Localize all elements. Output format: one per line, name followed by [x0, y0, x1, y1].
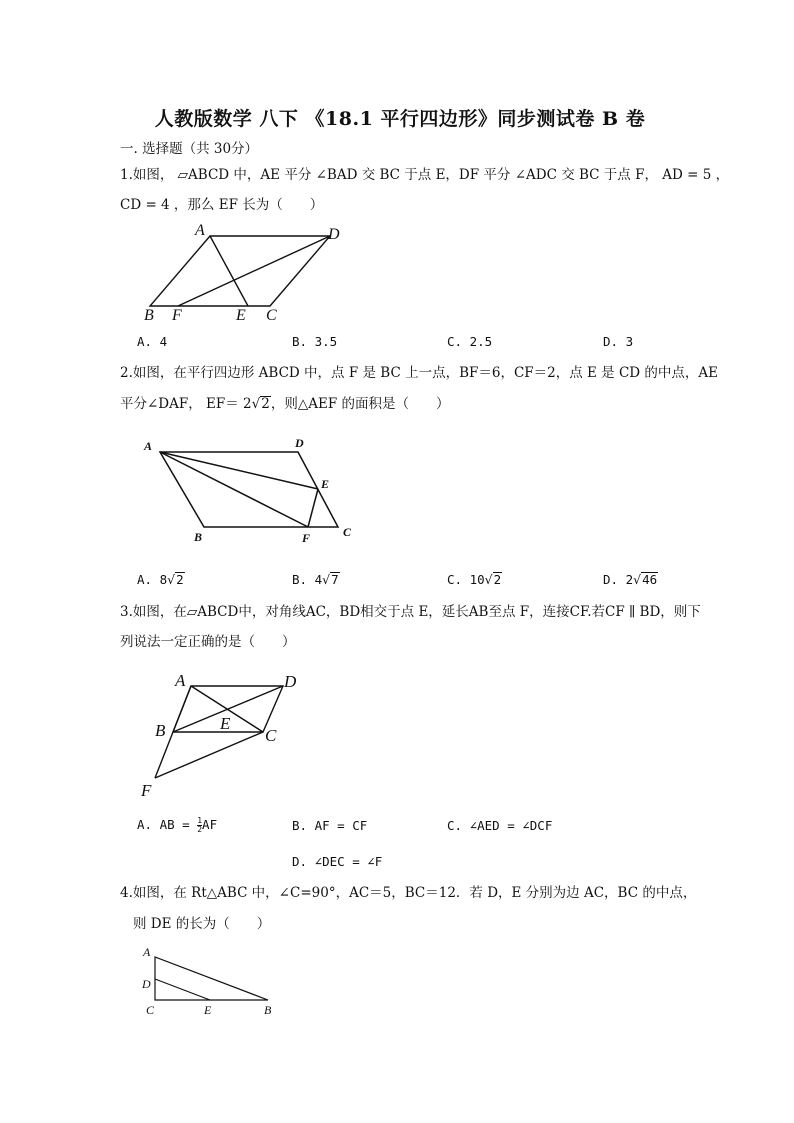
q3-option-a-prefix: A. AB = [137, 817, 198, 832]
q2-option-b-prefix: B. 4 [292, 572, 323, 587]
fraction-denominator: 2 [197, 825, 203, 834]
q2-figure [140, 432, 380, 552]
q4-label-c: C [146, 1003, 155, 1017]
q2-option-d-radicand: 46 [642, 572, 658, 587]
q4-label-e: E [204, 1003, 212, 1017]
q3-label-b: B [155, 721, 166, 740]
section-heading: 一. 选择题（共 30分） [120, 141, 259, 157]
q3-option-d[interactable]: D. ∠DEC = ∠F [292, 854, 383, 869]
q2-option-a-prefix: A. 8 [137, 572, 168, 587]
q2-label-c: C [343, 525, 352, 539]
q1-label-a: A [195, 222, 205, 239]
q1-label-c: C [266, 307, 277, 324]
q3-label-f: F [141, 781, 152, 800]
q2-label-b: B [194, 530, 203, 544]
q1-label-f: F [172, 307, 182, 324]
q1-option-d[interactable]: D. 3 [603, 334, 634, 349]
q1-label-b: B [144, 307, 154, 324]
q2-option-d-prefix: D. 2 [603, 572, 634, 587]
q3-option-b[interactable]: B. AF = CF [292, 818, 368, 833]
page-title: 人教版数学 八下 《18.1 平行四边形》同步测试卷 B 卷 [154, 108, 646, 130]
q2-label-a: A [144, 439, 153, 453]
q3-stem-line1: 3.如图，在▱ABCD中，对角线AC，BD相交于点 E，延长AB至点 F，连接CF.若CF ∥ BD，则下 [120, 604, 701, 620]
q2-stem-radicand: 2 [261, 396, 270, 412]
q1-label-e: E [236, 307, 246, 324]
sqrt-icon: √ [633, 572, 642, 587]
q2-stem-line1: 2.如图，在平行四边形 ABCD 中，点 F 是 BC 上一点，BF＝6，CF＝2，点 E 是 CD 的中点，AE [120, 365, 719, 381]
q3-label-c: C [265, 726, 277, 745]
q4-label-b: B [264, 1003, 272, 1017]
sqrt-icon: √ [251, 396, 261, 412]
q2-label-e: E [321, 477, 330, 491]
q3-option-a[interactable] [137, 817, 217, 834]
fraction-numerator: 1 [197, 816, 203, 825]
q4-label-d: D [142, 977, 151, 991]
q4-stem-line2: 则 DE 的长为（ ） [133, 916, 271, 932]
q2-option-b-radicand: 7 [331, 572, 339, 587]
q2-option-d[interactable] [603, 572, 658, 587]
q4-figure [140, 942, 290, 1022]
q2-option-c-radicand: 2 [493, 572, 502, 587]
q2-stem-line2-tail: ，则△AEF 的面积是（ ） [270, 396, 450, 412]
sqrt-icon: √ [484, 572, 493, 587]
q3-option-a-suffix: AF [202, 817, 218, 832]
q2-stem-line2 [120, 395, 450, 413]
q3-label-a: A [175, 671, 186, 690]
q3-figure [135, 668, 315, 808]
q1-stem-line2: CD = 4 ，那么 EF 长为（ ） [120, 197, 324, 213]
q2-option-c-prefix: C. 10 [447, 572, 485, 587]
q1-option-c[interactable]: C. 2.5 [447, 334, 493, 349]
q4-stem-line1: 4.如图，在 Rt△ABC 中，∠C=90°，AC＝5，BC＝12．若 D，E 分别为边 AC，BC 的中点， [120, 885, 697, 901]
q1-stem-line1: 1.如图， ▱ABCD 中，AE 平分 ∠BAD 交 BC 于点 E，DF 平分 ∠ADC 交 BC 于点 F， AD = 5 ， [120, 167, 730, 183]
q1-option-b[interactable]: B. 3.5 [292, 334, 338, 349]
q2-label-d: D [295, 436, 304, 450]
q3-label-d: D [284, 672, 297, 691]
q2-label-f: F [302, 531, 311, 545]
sqrt-icon: √ [167, 572, 176, 587]
q2-option-a-radicand: 2 [176, 572, 184, 587]
q4-label-a: A [143, 945, 151, 959]
q1-option-a[interactable]: A. 4 [137, 334, 168, 349]
q2-option-a[interactable] [137, 572, 185, 587]
q2-stem-line2-text: 平分∠DAF， EF＝ 2 [120, 396, 252, 412]
q1-figure [140, 222, 340, 322]
sqrt-icon: √ [322, 572, 331, 587]
q3-label-e: E [220, 714, 231, 733]
q3-stem-line2: 列说法一定正确的是（ ） [120, 634, 296, 650]
q2-option-b[interactable] [292, 572, 340, 587]
q1-label-d: D [328, 226, 340, 243]
q3-option-c[interactable]: C. ∠AED = ∠DCF [447, 818, 553, 833]
q2-option-c[interactable] [447, 572, 502, 587]
